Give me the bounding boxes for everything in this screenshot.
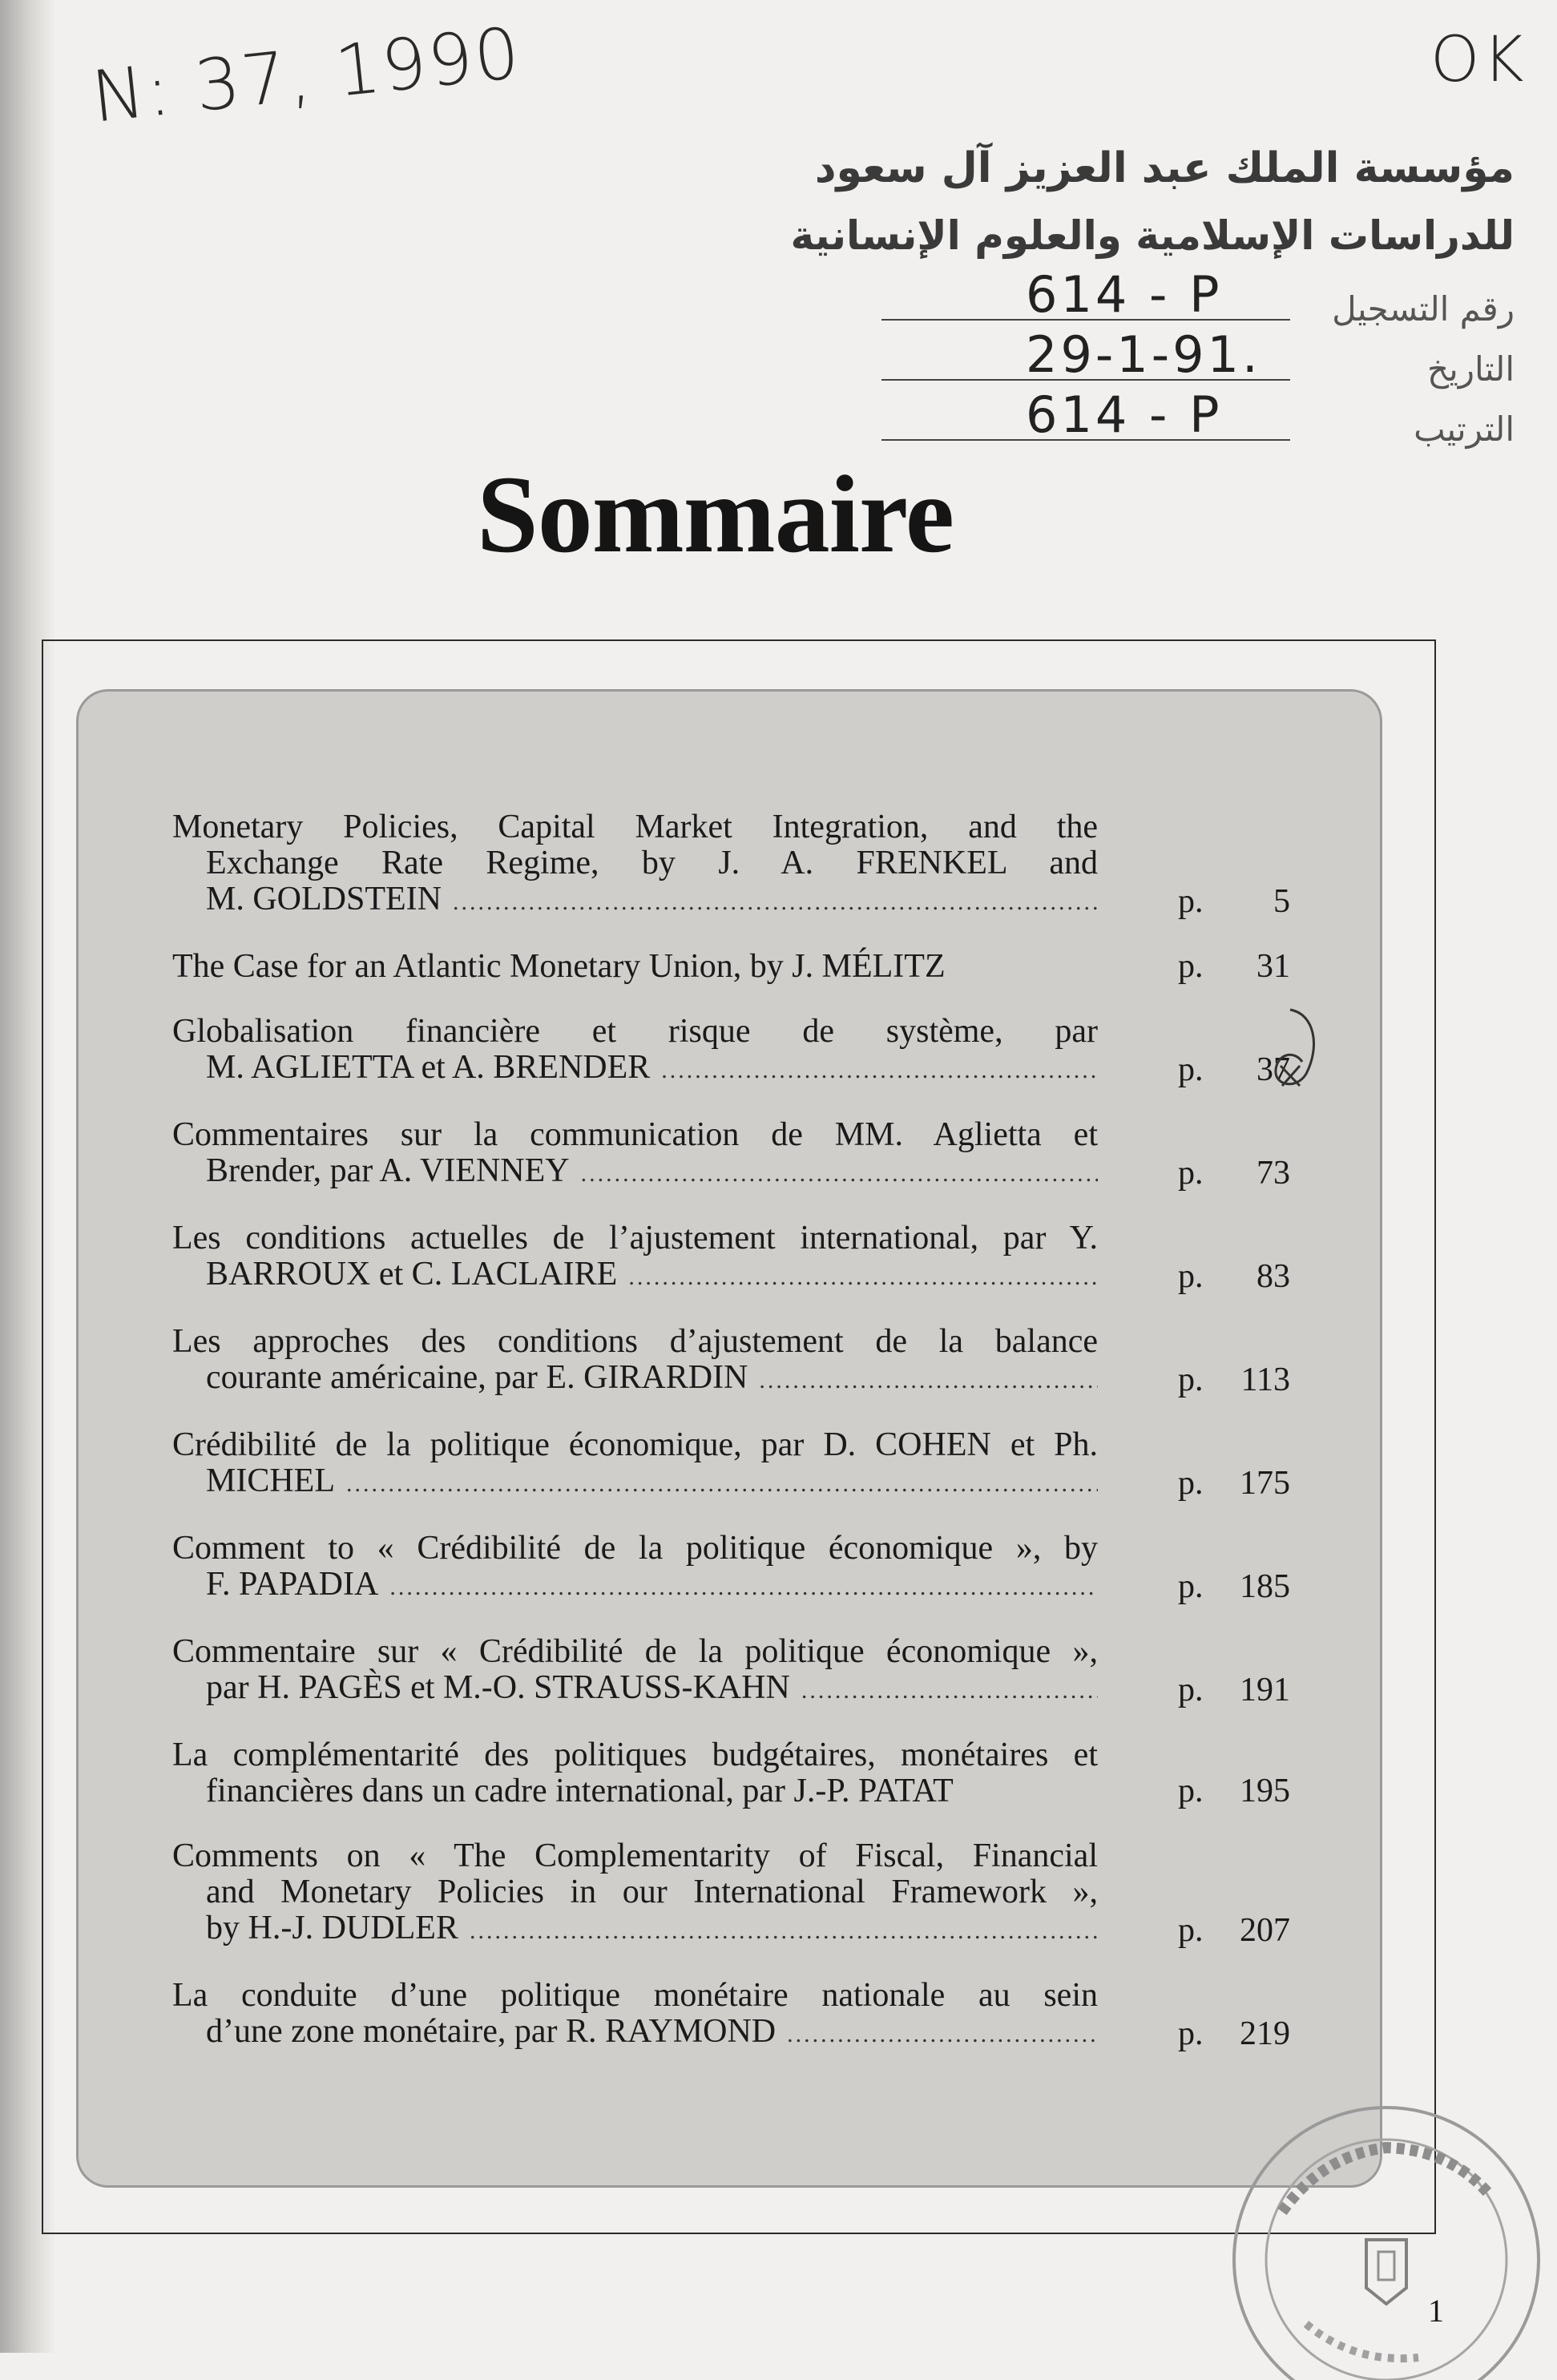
- page-number-ref: 83: [1256, 1258, 1290, 1295]
- leader-dots: [801, 1672, 1098, 1708]
- page-prefix: p.: [1178, 1258, 1204, 1295]
- page-number-ref: 191: [1240, 1672, 1290, 1708]
- page-prefix: p.: [1178, 883, 1204, 920]
- toc-entry-title-line: d’une zone monétaire, par R. RAYMOND: [206, 2013, 776, 2050]
- toc-entry[interactable]: [172, 1324, 1290, 1398]
- toc-page-ref: [1178, 1156, 1290, 1192]
- toc-entry[interactable]: [172, 809, 1290, 920]
- stamp-date-label: التاريخ: [1426, 349, 1515, 389]
- leader-dots: [389, 1569, 1098, 1605]
- stamp-classification-label: الترتيب: [1414, 409, 1515, 449]
- toc-entry[interactable]: [172, 1220, 1290, 1295]
- toc-entry-title-line: BARROUX et C. LACLAIRE: [206, 1256, 618, 1293]
- toc-entry-title-line: Les approches des conditions d’ajustement de la balance: [172, 1323, 1098, 1360]
- toc-entry-title-line: Comments on « The Complementarity of Fiscal, Financial: [172, 1837, 1098, 1874]
- toc-entry[interactable]: [172, 1014, 1290, 1088]
- toc-entry-title-line: La conduite d’une politique monétaire nationale au sein: [172, 1977, 1098, 2014]
- handwritten-ok-note: OK: [1430, 24, 1527, 96]
- leader-dots: [628, 1259, 1098, 1295]
- toc-entry-title-line: The Case for an Atlantic Monetary Union, by J. MÉLITZ: [172, 948, 946, 985]
- page-prefix: p.: [1178, 1155, 1204, 1192]
- library-seal-stamp: [1178, 2059, 1547, 2380]
- stamp-row-date: [865, 325, 1515, 389]
- toc-page-ref: [1178, 1259, 1290, 1295]
- stamp-row-classification: [865, 385, 1515, 449]
- toc-page-ref: [1178, 1913, 1290, 1949]
- leader-dots: [759, 1362, 1098, 1398]
- toc-entry-title-line: Comment to « Crédibilité de la politique économique », by: [172, 1530, 1098, 1567]
- page-number-ref: 31: [1256, 948, 1290, 985]
- page-prefix: p.: [1178, 2015, 1204, 2052]
- toc-entry-title-line: Les conditions actuelles de l’ajustement international, par Y.: [172, 1220, 1098, 1257]
- toc-entry[interactable]: [172, 949, 1290, 985]
- page-number-ref: 73: [1256, 1155, 1290, 1192]
- toc-page-ref: [1178, 1362, 1290, 1398]
- table-of-contents: [172, 809, 1290, 2081]
- page-number-ref: 175: [1240, 1465, 1290, 1502]
- toc-entry-title-line: by H.-J. DUDLER: [206, 1910, 458, 1946]
- toc-entry[interactable]: [172, 1427, 1290, 1502]
- toc-entry-title-line: Monetary Policies, Capital Market Integration, and the: [172, 809, 1098, 845]
- leader-dots: [581, 1156, 1098, 1192]
- handwritten-issue-note: N: 37, 1990: [87, 11, 525, 139]
- toc-page-ref: [1178, 2016, 1290, 2052]
- toc-entry[interactable]: [172, 1978, 1290, 2052]
- library-registration-stamp: [790, 136, 1515, 457]
- page-number-ref: 37: [1256, 1051, 1290, 1088]
- stamp-date-value: 29-1-91.: [1026, 325, 1261, 384]
- toc-entry[interactable]: [172, 1634, 1290, 1708]
- toc-entry-title-line: par H. PAGÈS et M.-O. STRAUSS-KAHN: [206, 1669, 790, 1706]
- toc-entry-title-line: Commentaires sur la communication de MM. Aglietta et: [172, 1116, 1098, 1153]
- toc-entry-title-line: Globalisation financière et risque de système, par: [172, 1013, 1098, 1050]
- page-prefix: p.: [1178, 1465, 1204, 1502]
- toc-page-ref: [1178, 1569, 1290, 1605]
- page-number: 1: [1428, 2293, 1444, 2329]
- toc-entry[interactable]: [172, 1838, 1290, 1949]
- toc-entry-title-line: Crédibilité de la politique économique, par D. COHEN et Ph.: [172, 1426, 1098, 1463]
- toc-page-ref: [1178, 949, 1290, 985]
- toc-entry[interactable]: [172, 1531, 1290, 1605]
- page-title: Sommaire: [477, 453, 954, 576]
- page-prefix: p.: [1178, 948, 1204, 985]
- stamp-institution-name: مؤسسة الملك عبد العزيز آل سعود: [814, 144, 1515, 192]
- stamp-registration-value: 614 - P: [1026, 265, 1223, 324]
- toc-entry-title-line: Brender, par A. VIENNEY: [206, 1152, 570, 1189]
- toc-entry-title-line: M. GOLDSTEIN: [206, 881, 442, 918]
- stamp-institution-subtitle: للدراسات الإسلامية والعلوم الإنسانية: [790, 212, 1515, 259]
- page-prefix: p.: [1178, 1361, 1204, 1398]
- leader-dots: [661, 1052, 1098, 1088]
- toc-page-ref: [1178, 1672, 1290, 1708]
- page-prefix: p.: [1178, 1568, 1204, 1605]
- toc-entry-title-line: courante américaine, par E. GIRARDIN: [206, 1359, 748, 1396]
- leader-dots: [453, 884, 1098, 920]
- page-number-ref: 5: [1273, 883, 1290, 920]
- toc-entry-title-line: MICHEL: [206, 1462, 335, 1499]
- toc-page-ref: [1178, 1466, 1290, 1502]
- stamp-classification-value: 614 - P: [1026, 385, 1223, 444]
- page-prefix: p.: [1178, 1051, 1204, 1088]
- page-prefix: p.: [1178, 1773, 1204, 1809]
- toc-entry-title-line: F. PAPADIA: [206, 1566, 379, 1603]
- leader-dots: [470, 1913, 1098, 1949]
- stamp-registration-label: رقم التسجيل: [1332, 289, 1515, 329]
- toc-entry-title-line: Exchange Rate Regime, by J. A. FRENKEL and: [206, 845, 1098, 881]
- toc-entry[interactable]: [172, 1737, 1290, 1809]
- toc-entry-title-line: M. AGLIETTA et A. BRENDER: [206, 1049, 651, 1086]
- page-number-ref: 185: [1240, 1568, 1290, 1605]
- handwritten-circle-mark: [1258, 1006, 1322, 1094]
- toc-page-ref: [1178, 1773, 1290, 1809]
- leader-dots: [346, 1466, 1098, 1502]
- leader-dots: [787, 2016, 1098, 2052]
- toc-page-ref: [1178, 884, 1290, 920]
- page-number-ref: 195: [1240, 1773, 1290, 1809]
- page-number-ref: 219: [1240, 2015, 1290, 2052]
- stamp-row-registration: [865, 265, 1515, 329]
- page-number-ref: 207: [1240, 1912, 1290, 1949]
- toc-entry-title-line: Commentaire sur « Crédibilité de la politique économique »,: [172, 1633, 1098, 1670]
- toc-entry-title-line: financières dans un cadre international, par J.-P. PATAT: [206, 1773, 954, 1809]
- page-prefix: p.: [1178, 1672, 1204, 1708]
- toc-entry[interactable]: [172, 1117, 1290, 1192]
- toc-entry-title-line: La complémentarité des politiques budgétaires, monétaires et: [172, 1737, 1098, 1773]
- page-number-ref: 113: [1240, 1361, 1290, 1398]
- page-prefix: p.: [1178, 1912, 1204, 1949]
- toc-entry-title-line: and Monetary Policies in our International Framework »,: [206, 1874, 1098, 1910]
